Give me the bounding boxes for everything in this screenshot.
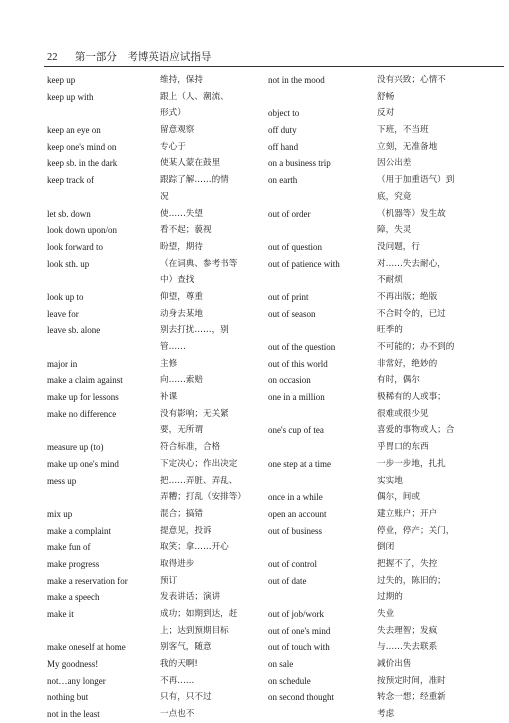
meaning-line: 不再…… <box>160 675 195 686</box>
phrase-line: look forward to <box>47 241 103 252</box>
phrase-line: make a claim against <box>47 375 123 386</box>
meaning-line: 提意见，投诉 <box>160 525 212 536</box>
phrase-line: major in <box>47 358 78 369</box>
phrase-line: not…any longer <box>47 675 106 686</box>
phrase-line: out of the question <box>268 342 336 352</box>
phrase-line: one in a million <box>268 392 325 403</box>
phrase-line: keep up with <box>47 91 94 102</box>
phrase-line: look up to <box>47 291 84 302</box>
phrase-line <box>268 322 374 339</box>
phrase-line: one's cup of tea <box>268 425 324 436</box>
meaning-line: 中）查找 <box>160 275 195 286</box>
phrase-line <box>268 539 374 556</box>
phrase-line: not in the mood <box>268 75 325 85</box>
phrase-line: let sb. down <box>47 208 91 219</box>
phrase-line <box>47 489 157 506</box>
phrase-line: on schedule <box>268 675 311 686</box>
phrase-line <box>268 272 374 289</box>
meaning-line: 没问题，行 <box>377 241 420 252</box>
meaning-line: 不再出版；绝版 <box>377 291 438 302</box>
meaning-line: 不可能的；办不到的 <box>377 342 455 352</box>
phrase-line: look sth. up <box>47 258 90 269</box>
phrase-line <box>268 89 374 106</box>
phrase-line: out of job/work <box>268 609 324 619</box>
meaning-line: 补课 <box>160 392 178 403</box>
meaning-line: 建立账户；开户 <box>377 508 438 519</box>
phrase-line: out of control <box>268 558 317 569</box>
phrase-line: out of patience with <box>268 258 340 269</box>
phrase-line: on earth <box>268 175 298 186</box>
meaning-line: 上；达到预期目标 <box>160 625 229 636</box>
meaning-line: 按预定时间，准时 <box>377 675 446 686</box>
phrase-line: measure up (to) <box>47 442 104 453</box>
meaning-line: 看不起；藐视 <box>160 225 212 236</box>
meaning-line: （用于加重语气）到 <box>377 175 455 186</box>
right-english-column <box>268 72 374 723</box>
phrase-line: keep track of <box>47 175 94 186</box>
phrase-line: make it <box>47 609 74 619</box>
section-title: 第一部分 考博英语应试指导 <box>74 51 212 63</box>
phrase-line <box>268 473 374 490</box>
phrase-line: out of business <box>268 525 322 536</box>
phrase-line: not in the least <box>47 709 100 720</box>
meaning-line: 况 <box>160 191 169 202</box>
phrase-line: make a complaint <box>47 525 111 536</box>
meaning-line: 使某人蒙在鼓里 <box>160 158 221 169</box>
phrase-line <box>268 589 374 606</box>
phrase-line: keep an eye on <box>47 125 101 136</box>
phrase-line <box>268 406 374 423</box>
meaning-line: 过失的，陈旧的； <box>377 575 446 586</box>
phrase-line: out of one's mind <box>268 625 331 636</box>
meaning-line: 跟踪了解……的情 <box>160 175 229 186</box>
phrase-line: out of order <box>268 208 311 219</box>
meaning-line: 舒畅 <box>377 91 395 102</box>
meaning-line: 混合；搞错 <box>160 508 203 519</box>
meaning-line: 向……索赔 <box>160 375 203 386</box>
page-number: 22 <box>47 52 58 63</box>
phrase-line: make a speech <box>47 592 100 603</box>
meaning-line: 底，究竟 <box>377 191 412 202</box>
meaning-line: 符合标准，合格 <box>160 442 221 453</box>
phrase-line: out of date <box>268 575 307 586</box>
phrase-line: look down upon/on <box>47 225 118 236</box>
meaning-line: 取得进步 <box>160 558 195 569</box>
phrase-line: out of touch with <box>268 642 330 653</box>
right-chinese-column <box>377 72 501 723</box>
meaning-line: 立刻，无准备地 <box>377 141 438 152</box>
phrase-line: My goodness! <box>47 659 99 670</box>
meaning-line: （在词典、参考书等 <box>160 258 238 269</box>
phrase-line: out of question <box>268 241 322 252</box>
meaning-line: 失业 <box>377 609 395 619</box>
phrase-line: make fun of <box>47 542 91 553</box>
phrase-line: once in a while <box>268 492 323 503</box>
phrase-line: object to <box>268 108 300 119</box>
phrase-line <box>47 189 157 206</box>
meaning-line: 别去打扰……，别 <box>160 325 229 336</box>
meaning-line: 乎胃口的东西 <box>377 442 429 453</box>
phrase-line <box>47 339 157 356</box>
meaning-line: 转念一想；经重新 <box>377 692 446 703</box>
phrase-line: keep up <box>47 75 76 85</box>
meaning-line: 没有兴致；心情不 <box>377 75 446 85</box>
phrase-line: on a business trip <box>268 158 331 169</box>
meaning-line: 因公出差 <box>377 158 412 169</box>
left-english-column <box>47 72 157 723</box>
meaning-line: 形式） <box>160 108 186 119</box>
meaning-line: 别客气，随意 <box>160 642 212 653</box>
phrase-line: make a reservation for <box>47 575 128 586</box>
meaning-line: 实实地 <box>377 475 403 486</box>
meaning-line: 仰望，尊重 <box>160 291 203 302</box>
meaning-line: 与……失去联系 <box>377 642 438 653</box>
phrase-line: mess up <box>47 475 77 486</box>
meaning-line: 下班，不当班 <box>377 125 429 136</box>
meaning-line: 取笑；拿……开心 <box>160 542 229 553</box>
phrase-line: keep sb. in the dark <box>47 158 118 169</box>
header-rule <box>44 66 504 67</box>
page-header <box>47 49 211 64</box>
phrase-line: make oneself at home <box>47 642 126 653</box>
meaning-line: 失去理智；发疯 <box>377 625 438 636</box>
phrase-line: leave sb. alone <box>47 325 101 336</box>
meaning-line: 动身去某地 <box>160 308 203 319</box>
phrase-line: keep one's mind on <box>47 141 117 152</box>
meaning-line: 发表讲话；演讲 <box>160 592 221 603</box>
meaning-line: 倒闭 <box>377 542 395 553</box>
meaning-line: 管…… <box>160 342 186 352</box>
meaning-line: 盼望，期待 <box>160 241 203 252</box>
meaning-line: 我的天啊! <box>160 659 198 670</box>
meaning-line: 过期的 <box>377 592 403 603</box>
phrase-line: mix up <box>47 508 73 519</box>
meaning-line: 要，无所谓 <box>160 425 203 436</box>
meaning-line: 使……失望 <box>160 208 203 219</box>
phrase-line <box>268 222 374 239</box>
phrase-line: on second thought <box>268 692 334 703</box>
phrase-line: leave for <box>47 308 79 319</box>
meaning-line: （机器等）发生故 <box>377 208 446 219</box>
phrase-line: out of this world <box>268 358 328 369</box>
phrase-line: off hand <box>268 141 299 152</box>
meaning-line: 一步一步地，扎扎 <box>377 458 446 469</box>
phrase-line <box>268 439 374 456</box>
phrase-line: one step at a time <box>268 458 331 469</box>
phrase-line <box>47 623 157 640</box>
meaning-line: 弄糟；打乱（安排等） <box>160 492 246 503</box>
meaning-line: 考虑 <box>377 709 395 720</box>
meaning-line: 只有，只不过 <box>160 692 212 703</box>
phrase-line <box>47 422 157 439</box>
meaning-line: 偶尔，间或 <box>377 492 420 503</box>
meaning-line: 把握不了，失控 <box>377 558 438 569</box>
meaning-line: 主修 <box>160 358 178 369</box>
meaning-line: 成功；如期到达，赶 <box>160 609 238 619</box>
meaning-line: 不合时令的，已过 <box>377 308 446 319</box>
phrase-line: off duty <box>268 125 297 136</box>
left-chinese-column <box>160 72 265 723</box>
phrase-line: make up one's mind <box>47 458 119 469</box>
meaning-line: 很难或很少见 <box>377 408 429 419</box>
meaning-line: 喜爱的事物或人；合 <box>377 425 455 436</box>
phrase-line <box>268 189 374 206</box>
meaning-line: 不耐烦 <box>377 275 403 286</box>
phrase-line <box>47 105 157 122</box>
meaning-line: 维持，保持 <box>160 75 203 85</box>
meaning-line: 非常好，绝妙的 <box>377 358 438 369</box>
phrase-line: out of season <box>268 308 316 319</box>
phrase-line: on occasion <box>268 375 311 386</box>
meaning-line: 对……失去耐心， <box>377 258 446 269</box>
meaning-line: 留意观察 <box>160 125 195 136</box>
meaning-line: 一点也不 <box>160 709 195 720</box>
meaning-line: 把……弄脏、弄乱、 <box>160 475 238 486</box>
meaning-line: 没有影响；无关紧 <box>160 408 229 419</box>
meaning-line: 专心于 <box>160 141 186 152</box>
phrase-line: make no difference <box>47 408 117 419</box>
phrase-line: make up for lessons <box>47 392 119 403</box>
meaning-line: 障，失灵 <box>377 225 412 236</box>
meaning-line: 停业，停产；关门， <box>377 525 455 536</box>
phrase-line: out of print <box>268 291 309 302</box>
meaning-line: 跟上（人、潮流、 <box>160 91 229 102</box>
meaning-line: 有时，偶尔 <box>377 375 420 386</box>
phrase-line: open an account <box>268 508 327 519</box>
meaning-line: 反对 <box>377 108 395 119</box>
meaning-line: 下定决心；作出决定 <box>160 458 238 469</box>
phrase-line <box>47 272 157 289</box>
phrase-line: make progress <box>47 558 100 569</box>
meaning-line: 旺季的 <box>377 325 403 336</box>
meaning-line: 减价出售 <box>377 659 412 670</box>
phrase-line: on sale <box>268 659 294 670</box>
meaning-line: 极稀有的人或事； <box>377 392 446 403</box>
phrase-line: nothing but <box>47 692 89 703</box>
meaning-line: 预订 <box>160 575 178 586</box>
